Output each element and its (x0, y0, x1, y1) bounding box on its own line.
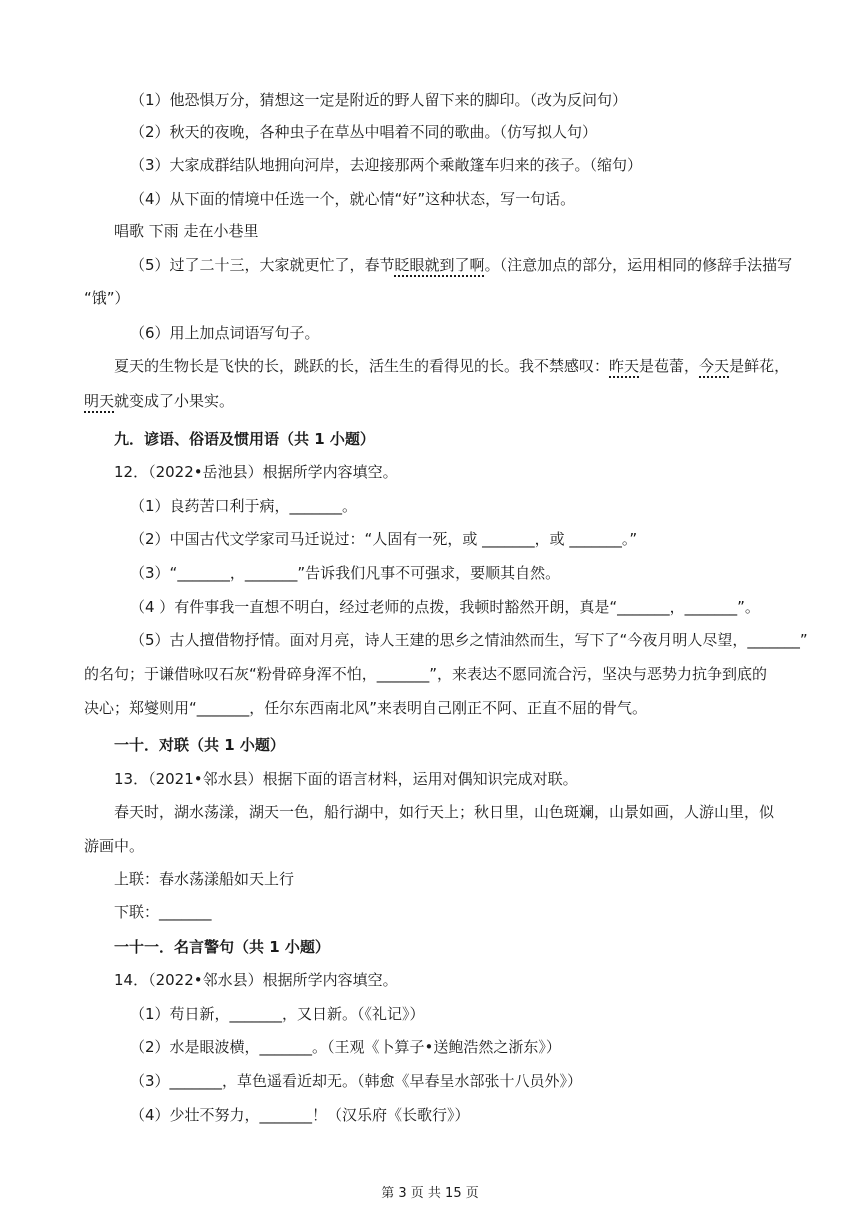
question-title: 12．（2022•岳池县）根据所学内容填空。 (114, 463, 398, 481)
text-segment: （5）过了二十三，大家就更忙了，春节 (130, 256, 395, 274)
page-footer: 第 3 页 共 15 页 (381, 1186, 479, 1201)
continuation-line: 的名句；于谦借咏叹石灰“粉骨碎身浑不怕，_______”，来表达不愿同流合污，坚决与恶势力抗争到底的 (84, 665, 768, 683)
continuation-line: “饿”） (84, 289, 130, 307)
dotted-emphasis: 眨眼就到了啊 (394, 256, 485, 274)
question-line: （4 ）有件事我一直想不明白，经过老师的点拨，我顿时豁然开朗，真是“_______，_______”。 (130, 598, 760, 616)
question-line: （2）秋天的夜晚，各种虫子在草丛中唱着不同的歌曲。（仿写拟人句） (130, 123, 598, 141)
text-segment: 就变成了小果实。 (114, 392, 235, 410)
question-line: （5）古人擅借物抒情。面对月亮，诗人王建的思乡之情油然而生，写下了“今夜月明人尽望，_______” (130, 631, 808, 649)
passage-line (114, 355, 789, 377)
section-heading: 九．谚语、俗语及惯用语（共 1 小题） (114, 430, 375, 448)
question-line: （1）他恐惧万分，猜想这一定是附近的野人留下来的脚印。（改为反问句） (130, 91, 628, 109)
passage-line (84, 390, 234, 412)
passage-line: 游画中。 (84, 837, 145, 855)
couplet-lower: 下联：_______ (114, 903, 212, 921)
question-line: （1）苟日新，_______，又日新。（《礼记》） (130, 1005, 425, 1023)
question-line: （4）少壮不努力，_______！（汉乐府《长歌行》） (130, 1106, 470, 1124)
text-segment: 。（注意加点的部分，运用相同的修辞手法描写 (484, 256, 793, 274)
question-title: 14．（2022•邻水县）根据所学内容填空。 (114, 971, 398, 989)
section-heading: 一十．对联（共 1 小题） (114, 736, 285, 754)
text-segment: 是苞蕾， (639, 357, 700, 375)
question-line: （2）水是眼波横，_______。（王观《卜算子•送鲍浩然之浙东》） (130, 1038, 561, 1056)
question-line: （2）中国古代文学家司马迁说过：“人固有一死，或 _______，或 _______。” (130, 530, 638, 548)
section-heading: 一十一．名言警句（共 1 小题） (114, 938, 330, 956)
question-line: （3）“_______，_______”告诉我们凡事不可强求，要顺其自然。 (130, 564, 561, 582)
question-line: （1）良药苦口利于病，_______。 (130, 497, 358, 515)
passage-line: 春天时，湖水荡漾，湖天一色，船行湖中，如行天上；秋日里，山色斑斓，山景如画，人游山里，似 (114, 803, 775, 821)
question-title: 13．（2021•邻水县）根据下面的语言材料，运用对偶知识完成对联。 (114, 770, 578, 788)
dotted-emphasis: 昨天 (609, 357, 640, 375)
text-segment: 夏天的生物长是飞快的长，跳跃的长，活生生的看得见的长。我不禁感叹： (114, 357, 610, 375)
text-segment: 是鲜花， (729, 357, 790, 375)
couplet-upper: 上联：春水荡漾船如天上行 (114, 870, 295, 888)
question-line: （3）大家成群结队地拥向河岸，去迎接那两个乘敞篷车归来的孩子。（缩句） (130, 156, 643, 174)
dotted-emphasis: 今天 (699, 357, 730, 375)
question-line: （3）_______，草色遥看近却无。（韩愈《早春呈水部张十八员外》） (130, 1072, 583, 1090)
question-line: （4）从下面的情境中任选一个，就心情“好”这种状态，写一句话。 (130, 190, 576, 208)
continuation-line: 决心；郑燮则用“_______，任尔东西南北风”来表明自己刚正不阿、正直不屈的骨气。 (84, 699, 648, 717)
option-line: 唱歌 下雨 走在小巷里 (114, 222, 259, 240)
dotted-emphasis: 明天 (84, 392, 115, 410)
question-line (130, 254, 792, 276)
question-line: （6）用上加点词语写句子。 (130, 324, 320, 342)
